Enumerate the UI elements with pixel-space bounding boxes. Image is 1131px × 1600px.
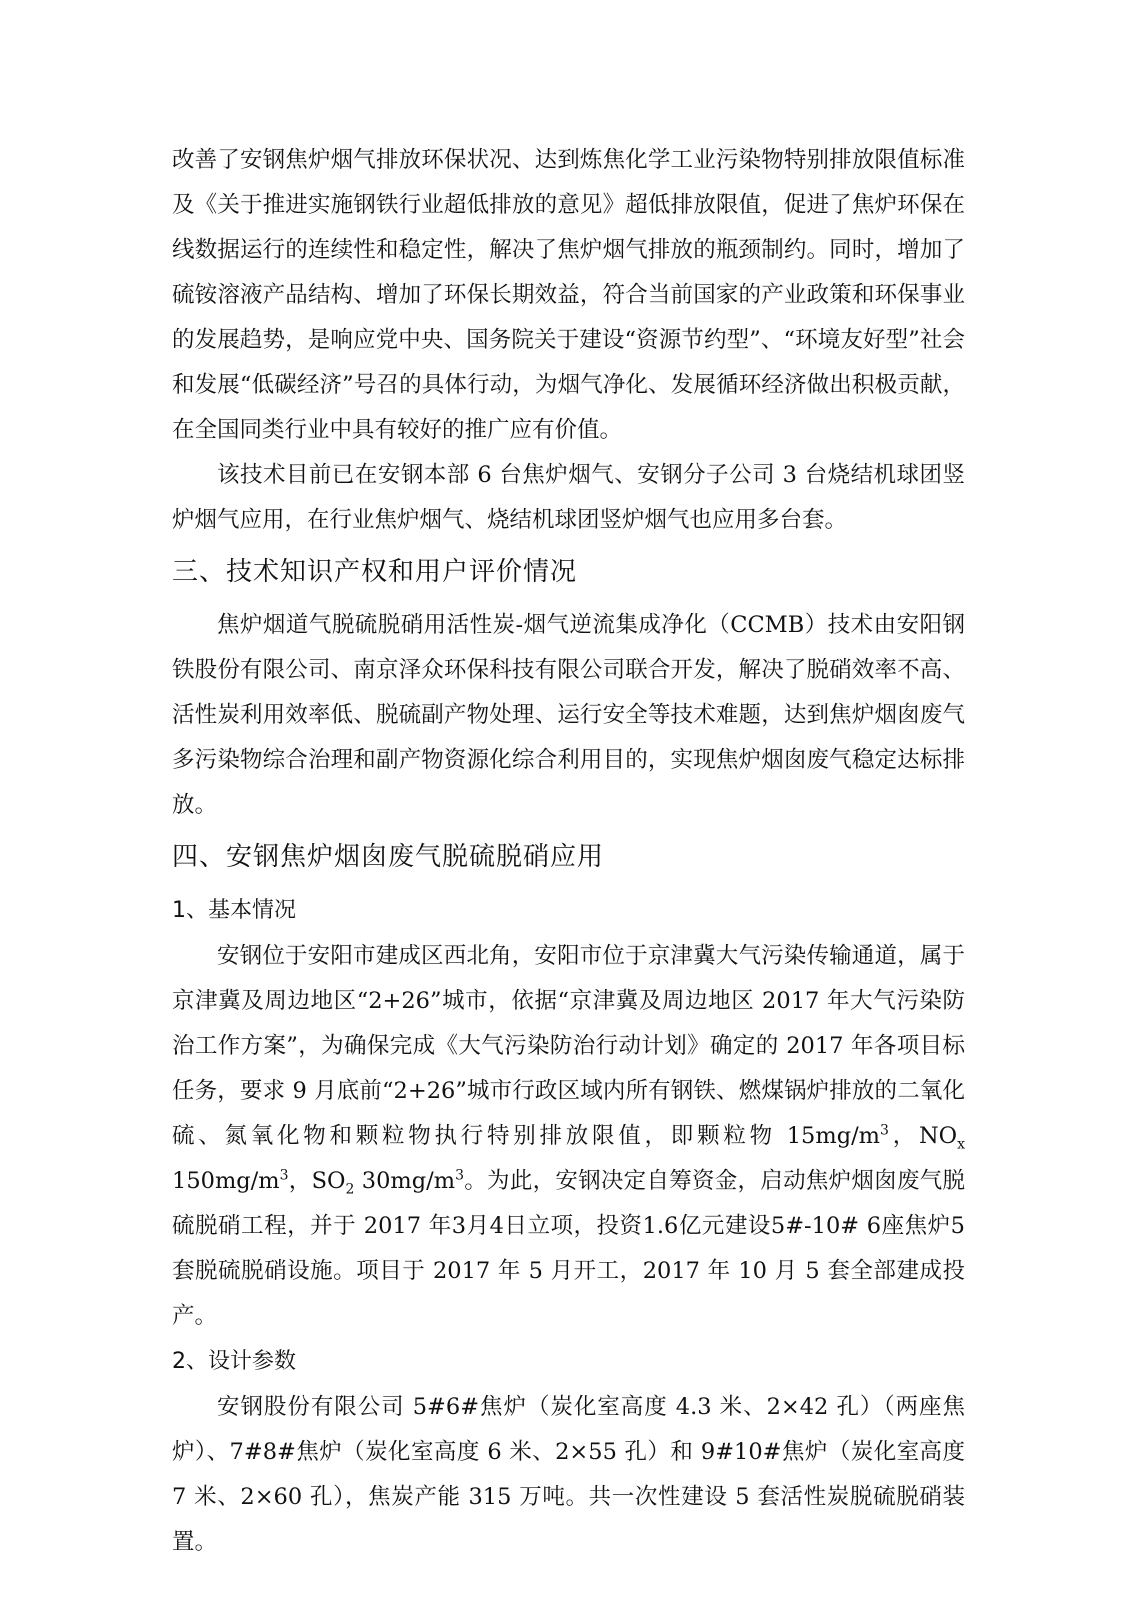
paragraph-technology-development: 焦炉烟道气脱硫脱硝用活性炭-烟气逆流集成净化（CCMB）技术由安阳钢铁股份有限公司、南京泽众环保科技有限公司联合开发，解决了脱硝效率不高、活性炭利用效率低、脱硫副产物处理、运行安全等技术难题，达到焦炉烟囱废气多污染物综合治理和副产物资源化综合利用目的，实现焦炉烟囱废气稳定达标排放。 <box>172 612 965 818</box>
section-heading-angang-application: 四、安钢焦炉烟囱废气脱硫脱硝应用 <box>172 842 605 872</box>
paragraph-application: 该技术目前已在安钢本部 6 台焦炉烟气、安钢分子公司 3 台烧结机球团竖炉烟气应用，在行业焦炉烟气、烧结机球团竖炉烟气也应用多台套。 <box>172 462 965 533</box>
section-heading-ip-evaluation: 三、技术知识产权和用户评价情况 <box>172 557 578 587</box>
text-segment: 30mg/m <box>354 1168 456 1194</box>
subscript: 2 <box>345 1181 355 1198</box>
superscript: 3 <box>455 1167 464 1184</box>
paragraph-basic-situation <box>172 934 965 1339</box>
superscript: 3 <box>279 1167 289 1184</box>
subheading-design-parameters: 2、设计参数 <box>172 1349 296 1374</box>
text-segment: ，SO <box>288 1168 346 1194</box>
text-segment: ，NO <box>888 1123 958 1149</box>
text-segment: 150mg/m <box>172 1168 280 1194</box>
superscript: 3 <box>880 1122 889 1139</box>
paragraph-benefits: 改善了安钢焦炉烟气排放环保状况、达到炼焦化学工业污染物特别排放限值标准及《关于推进实施钢铁行业超低排放的意见》超低排放限值，促进了焦炉环保在线数据运行的连续性和稳定性，解决了焦炉烟气排放的瓶颈制约。同时，增加了硫铵溶液产品结构、增加了环保长期效益，符合当前国家的产业政策和环保事业的发展趋势，是响应党中央、国务院关于建设“资源节约型”、“环境友好型”社会和发展“低碳经济”号召的具体行动，为烟气净化、发展循环经济做出积极贡献，在全国同类行业中具有较好的推广应有价值。 <box>172 147 965 443</box>
subheading-basic-situation: 1、基本情况 <box>172 898 296 923</box>
subscript: x <box>957 1136 965 1153</box>
text-segment: 安钢位于安阳市建成区西北角，安阳市位于京津冀大气污染传输通道，属于京津冀及周边地区“2+26”城市，依据“京津冀及周边地区 2017 年大气污染防治工作方案”，为确保完成《大气污染防治行动计划》确定的 2017 年各项目标任务，要求 9 月底前“2+26”城市行政区域内所有钢铁、燃煤锅炉排放的二氧化硫、氮氧化物和颗粒物执行特别排放限值，即颗粒物 15mg/m <box>172 943 965 1149</box>
text-segment: 。为此，安钢决定自筹资金，启动焦炉烟囱废气脱硫脱硝工程，并于 2017 年3月4日立项，投资1.6亿元建设5#-10# 6座焦炉5套脱硫脱硝设施。项目于 2017 年 5 月开工，2017 年 10 月 5 套全部建成投产。 <box>172 1168 965 1329</box>
paragraph-design-parameters: 安钢股份有限公司 5#6#焦炉（炭化室高度 4.3 米、2×42 孔）（两座焦炉）、7#8#焦炉（炭化室高度 6 米、2×55 孔）和 9#10#焦炉（炭化室高度 7 米、2×60 孔），焦炭产能 315 万吨。共一次性建设 5 套活性炭脱硫脱硝装置。 <box>172 1394 965 1555</box>
